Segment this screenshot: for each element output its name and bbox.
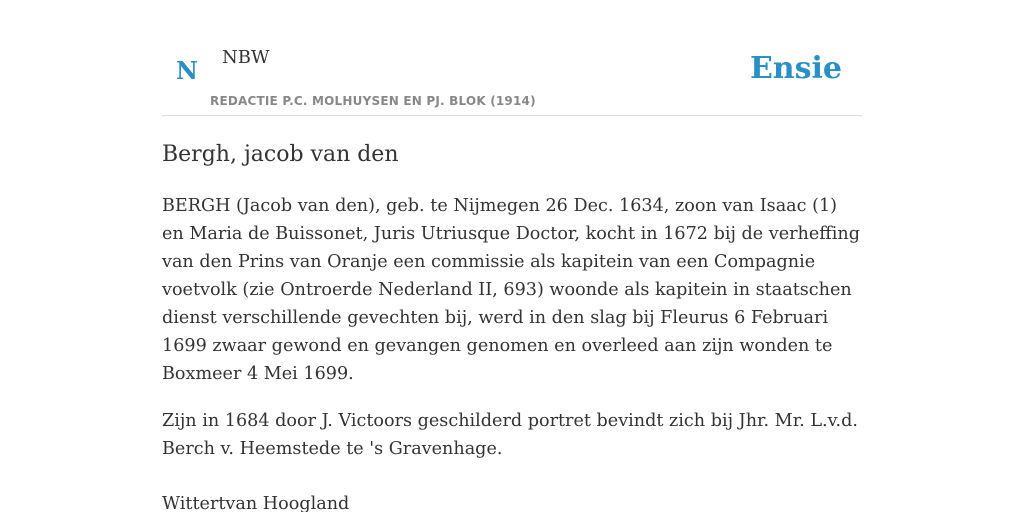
page-container: [162, 0, 862, 512]
entry-paragraph: Zijn in 1684 door J. Victoors geschilderd portret bevindt zich bij Jhr. Mr. L.v.d. Berch v. Heemstede te 's Gravenhage.: [162, 411, 858, 459]
header: [162, 0, 862, 116]
source-name[interactable]: NBW: [222, 47, 270, 68]
source-logo[interactable]: N: [176, 56, 198, 85]
entry-paragraph: BERGH (Jacob van den), geb. te Nijmegen 26 Dec. 1634, zoon van Isaac (1) en Maria de Buissonet, Juris Utriusque Doctor, kocht in 1672 bij de verheffing van den Prins van Oranje een commissie als kapitein van een Compagnie voetvolk (zie Ontroerde Nederland II, 693) woonde als kapitein in staatschen dienst verschillende gevechten bij, werd in den slag bij Fleurus 6 Februari 1699 zwaar gewond en gevangen genomen en overleed aan zijn wonden te Boxmeer 4 Mei 1699.: [162, 196, 861, 384]
entry-author: Wittertvan Hoogland: [162, 494, 350, 512]
entry-title: Bergh, jacob van den: [162, 142, 399, 167]
source-subtitle: REDACTIE P.C. MOLHUYSEN EN PJ. BLOK (1914): [210, 94, 536, 108]
brand-logo[interactable]: Ensie: [749, 51, 842, 86]
